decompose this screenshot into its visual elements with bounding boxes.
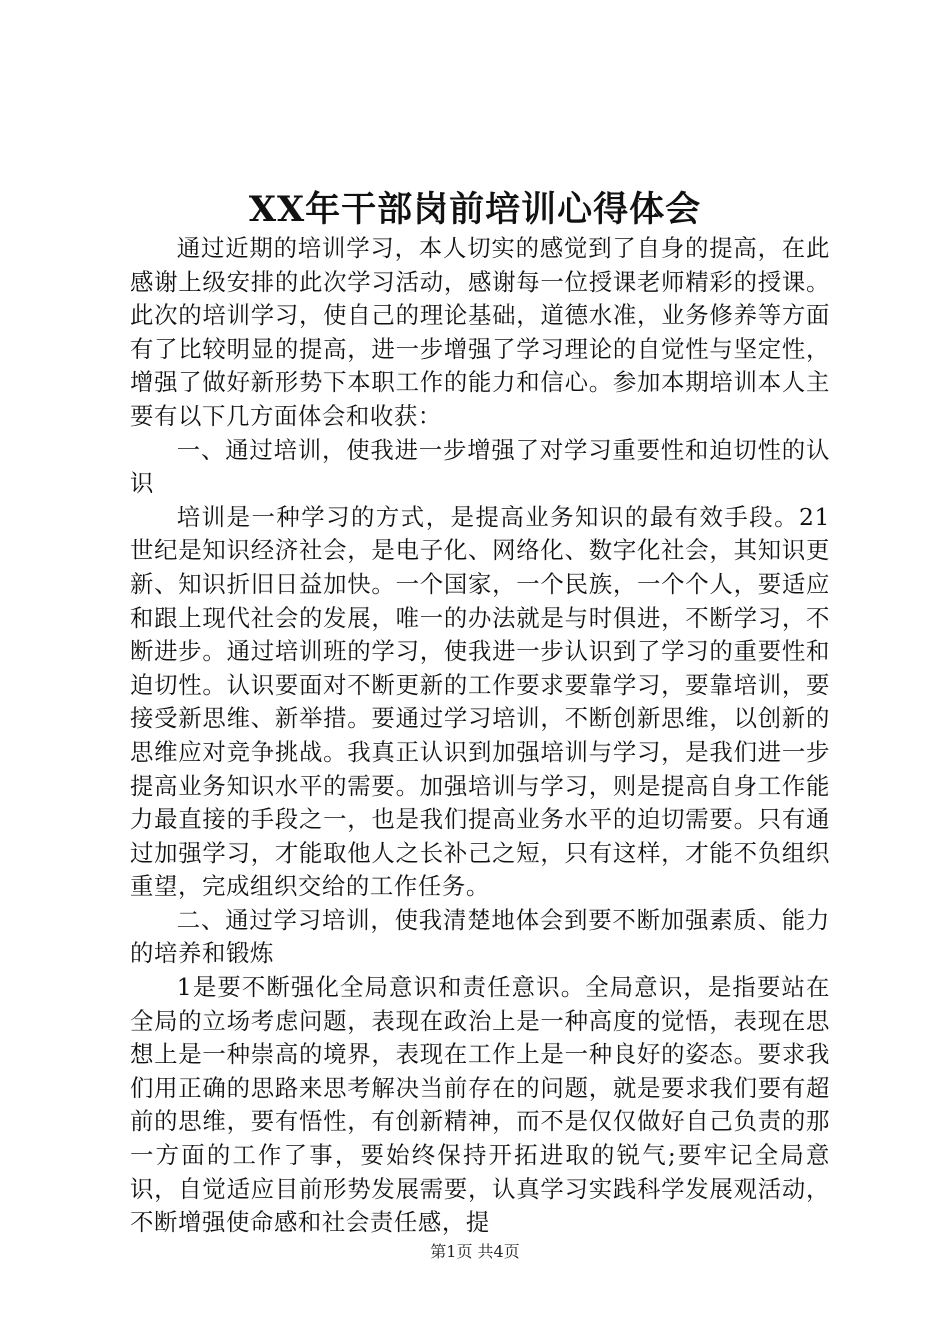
document-body <box>130 232 830 1240</box>
paragraph-section-2-item-1: 1是要不断强化全局意识和责任意识。全局意识，是指要站在全局的立场考虑问题，表现在政治上是一种高度的觉悟，表现在思想上是一种崇高的境界，表现在工作上是一种良好的姿态。要求我们用正确的思路来思考解决当前存在的问题，就是要求我们要有超前的思维，要有悟性，有创新精神，而不是仅仅做好自己负责的那一方面的工作了事，要始终保持开拓进取的锐气;要牢记全局意识，自觉适应目前形势发展需要，认真学习实践科学发展观活动，不断增强使命感和社会责任感，提 <box>130 973 830 1237</box>
paragraph-section-1: 培训是一种学习的方式，是提高业务知识的最有效手段。21世纪是知识经济社会，是电子化、网络化、数字化社会，其知识更新、知识折旧日益加快。一个国家，一个民族，一个个人，要适应和跟上现代社会的发展，唯一的办法就是与时俱进，不断学习，不断进步。通过培训班的学习，使我进一步认识到了学习的重要性和迫切性。认识要面对不断更新的工作要求要靠学习，要靠培训，要接受新思维、新举措。要通过学习培训，不断创新思维，以创新的思维应对竞争挑战。我真正认识到加强培训与学习，是我们进一步提高业务知识水平的需要。加强培训与学习，则是提高自身工作能力最直接的手段之一，也是我们提高业务水平的迫切需要。只有通过加强学习，才能取他人之长补己之短，只有这样，才能不负组织重望，完成组织交给的工作任务。 <box>130 502 830 901</box>
heading-section-2: 二、通过学习培训，使我清楚地体会到要不断加强素质、能力的培养和锻炼 <box>130 905 830 968</box>
paragraph-intro: 通过近期的培训学习，本人切实的感觉到了自身的提高，在此感谢上级安排的此次学习活动，感谢每一位授课老师精彩的授课。此次的培训学习，使自己的理论基础，道德水准，业务修养等方面有了比较明显的提高，进一步增强了学习理论的自觉性与坚定性，增强了做好新形势下本职工作的能力和信心。参加本期培训本人主要有以下几方面体会和收获： <box>130 234 830 430</box>
document-title: XX年干部岗前培训心得体会 <box>248 189 702 230</box>
page-number-footer: 第1页 共4页 <box>430 1242 520 1261</box>
heading-section-1: 一、通过培训，使我进一步增强了对学习重要性和迫切性的认识 <box>130 435 830 498</box>
